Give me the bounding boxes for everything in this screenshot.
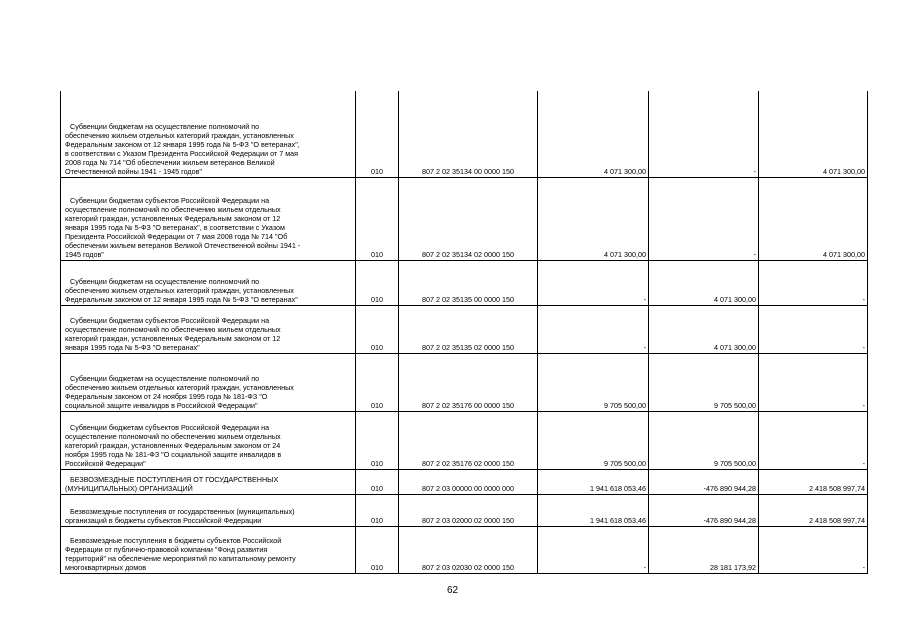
- row-value-1: -: [538, 305, 649, 353]
- row-code: 010: [356, 260, 399, 305]
- row-name: Субвенции бюджетам на осуществление полномочий по обеспечению жильем отдельных категорий граждан, установленных Федеральным законом от 12 января 1995 года № 5-ФЗ "О ветеранах": [61, 260, 356, 305]
- row-code: 010: [356, 353, 399, 411]
- table-row: [61, 411, 868, 469]
- row-value-1: 9 705 500,00: [538, 353, 649, 411]
- row-value-1: -: [538, 526, 649, 573]
- row-value-2: 9 705 500,00: [649, 353, 759, 411]
- row-value-2: -: [649, 91, 759, 177]
- row-kbk: 807 2 02 35134 00 0000 150: [399, 91, 538, 177]
- row-code: 010: [356, 469, 399, 494]
- row-code: 010: [356, 411, 399, 469]
- table-row: [61, 177, 868, 260]
- table-row: [61, 353, 868, 411]
- row-value-1: -: [538, 260, 649, 305]
- row-code: 010: [356, 494, 399, 526]
- page-number: 62: [446, 585, 459, 596]
- row-name: Субвенции бюджетам на осуществление полномочий по обеспечению жильем отдельных категорий граждан, установленных Федеральным законом от 12 января 1995 года № 5-ФЗ "О ветеранах", в соответствии с Указом Президента Российской Федерации от 7 мая 2008 года № 714 "Об обеспечении жильем ветеранов Великой Отечественной войны 1941 - 1945 годов": [61, 91, 356, 177]
- row-value-2: 4 071 300,00: [649, 260, 759, 305]
- table-row: [61, 91, 868, 177]
- row-name: Субвенции бюджетам субъектов Российской Федерации на осуществление полномочий по обеспечению жильем отдельных категорий граждан, установленных Федеральным законом от 12 января 1995 года № 5-ФЗ "О ветеранах", в соответствии с Указом Президента Российской Федерации от 7 мая 2008 года № 714 "Об обеспечении жильем ветеранов Великой Отечественной войны 1941 - 1945 годов": [61, 177, 356, 260]
- row-value-2: -: [649, 177, 759, 260]
- row-value-3: 4 071 300,00: [759, 91, 868, 177]
- row-kbk: 807 2 03 02000 02 0000 150: [399, 494, 538, 526]
- row-value-1: 9 705 500,00: [538, 411, 649, 469]
- row-kbk: 807 2 03 02030 02 0000 150: [399, 526, 538, 573]
- row-kbk: 807 2 03 00000 00 0000 000: [399, 469, 538, 494]
- table-row: [61, 494, 868, 526]
- budget-table: [60, 91, 868, 574]
- row-name: Субвенции бюджетам субъектов Российской Федерации на осуществление полномочий по обеспечению жильем отдельных категорий граждан, установленных Федеральным законом от 12 января 1995 года № 5-ФЗ "О ветеранах": [61, 305, 356, 353]
- table-row: [61, 469, 868, 494]
- row-code: 010: [356, 305, 399, 353]
- row-value-3: -: [759, 305, 868, 353]
- table-row: [61, 526, 868, 573]
- row-value-2: 28 181 173,92: [649, 526, 759, 573]
- row-value-1: 4 071 300,00: [538, 91, 649, 177]
- row-kbk: 807 2 02 35134 02 0000 150: [399, 177, 538, 260]
- row-value-3: 4 071 300,00: [759, 177, 868, 260]
- row-value-2: 4 071 300,00: [649, 305, 759, 353]
- row-kbk: 807 2 02 35135 02 0000 150: [399, 305, 538, 353]
- row-code: 010: [356, 177, 399, 260]
- row-value-3: 2 418 508 997,74: [759, 494, 868, 526]
- row-name: БЕЗВОЗМЕЗДНЫЕ ПОСТУПЛЕНИЯ ОТ ГОСУДАРСТВЕННЫХ (МУНИЦИПАЛЬНЫХ) ОРГАНИЗАЦИЙ: [61, 469, 356, 494]
- row-name: Безвозмездные поступления от государственных (муниципальных) организаций в бюджеты субъектов Российской Федерации: [61, 494, 356, 526]
- table-row: [61, 305, 868, 353]
- row-kbk: 807 2 02 35176 00 0000 150: [399, 353, 538, 411]
- row-value-1: 4 071 300,00: [538, 177, 649, 260]
- row-code: 010: [356, 526, 399, 573]
- row-name: Субвенции бюджетам субъектов Российской Федерации на осуществление полномочий по обеспечению жильем отдельных категорий граждан, установленных Федеральным законом от 24 ноября 1995 года № 181-ФЗ "О социальной защите инвалидов в Российской Федерации": [61, 411, 356, 469]
- row-value-3: 2 418 508 997,74: [759, 469, 868, 494]
- row-kbk: 807 2 02 35135 00 0000 150: [399, 260, 538, 305]
- row-value-1: 1 941 618 053,46: [538, 469, 649, 494]
- row-name: Субвенции бюджетам на осуществление полномочий по обеспечению жильем отдельных категорий граждан, установленных Федеральным законом от 24 ноября 1995 года № 181-ФЗ "О социальной защите инвалидов в Российской Федерации": [61, 353, 356, 411]
- table-row: [61, 260, 868, 305]
- row-kbk: 807 2 02 35176 02 0000 150: [399, 411, 538, 469]
- row-code: 010: [356, 91, 399, 177]
- row-value-3: -: [759, 353, 868, 411]
- row-value-3: -: [759, 411, 868, 469]
- row-value-1: 1 941 618 053,46: [538, 494, 649, 526]
- row-value-2: 9 705 500,00: [649, 411, 759, 469]
- row-value-3: -: [759, 526, 868, 573]
- row-name: Безвозмездные поступления в бюджеты субъектов Российской Федерации от публично-правовой компании "Фонд развития территорий" на обеспечение мероприятий по капитальному ремонту многоквартирных домов: [61, 526, 356, 573]
- row-value-3: -: [759, 260, 868, 305]
- row-value-2: -476 890 944,28: [649, 469, 759, 494]
- row-value-2: -476 890 944,28: [649, 494, 759, 526]
